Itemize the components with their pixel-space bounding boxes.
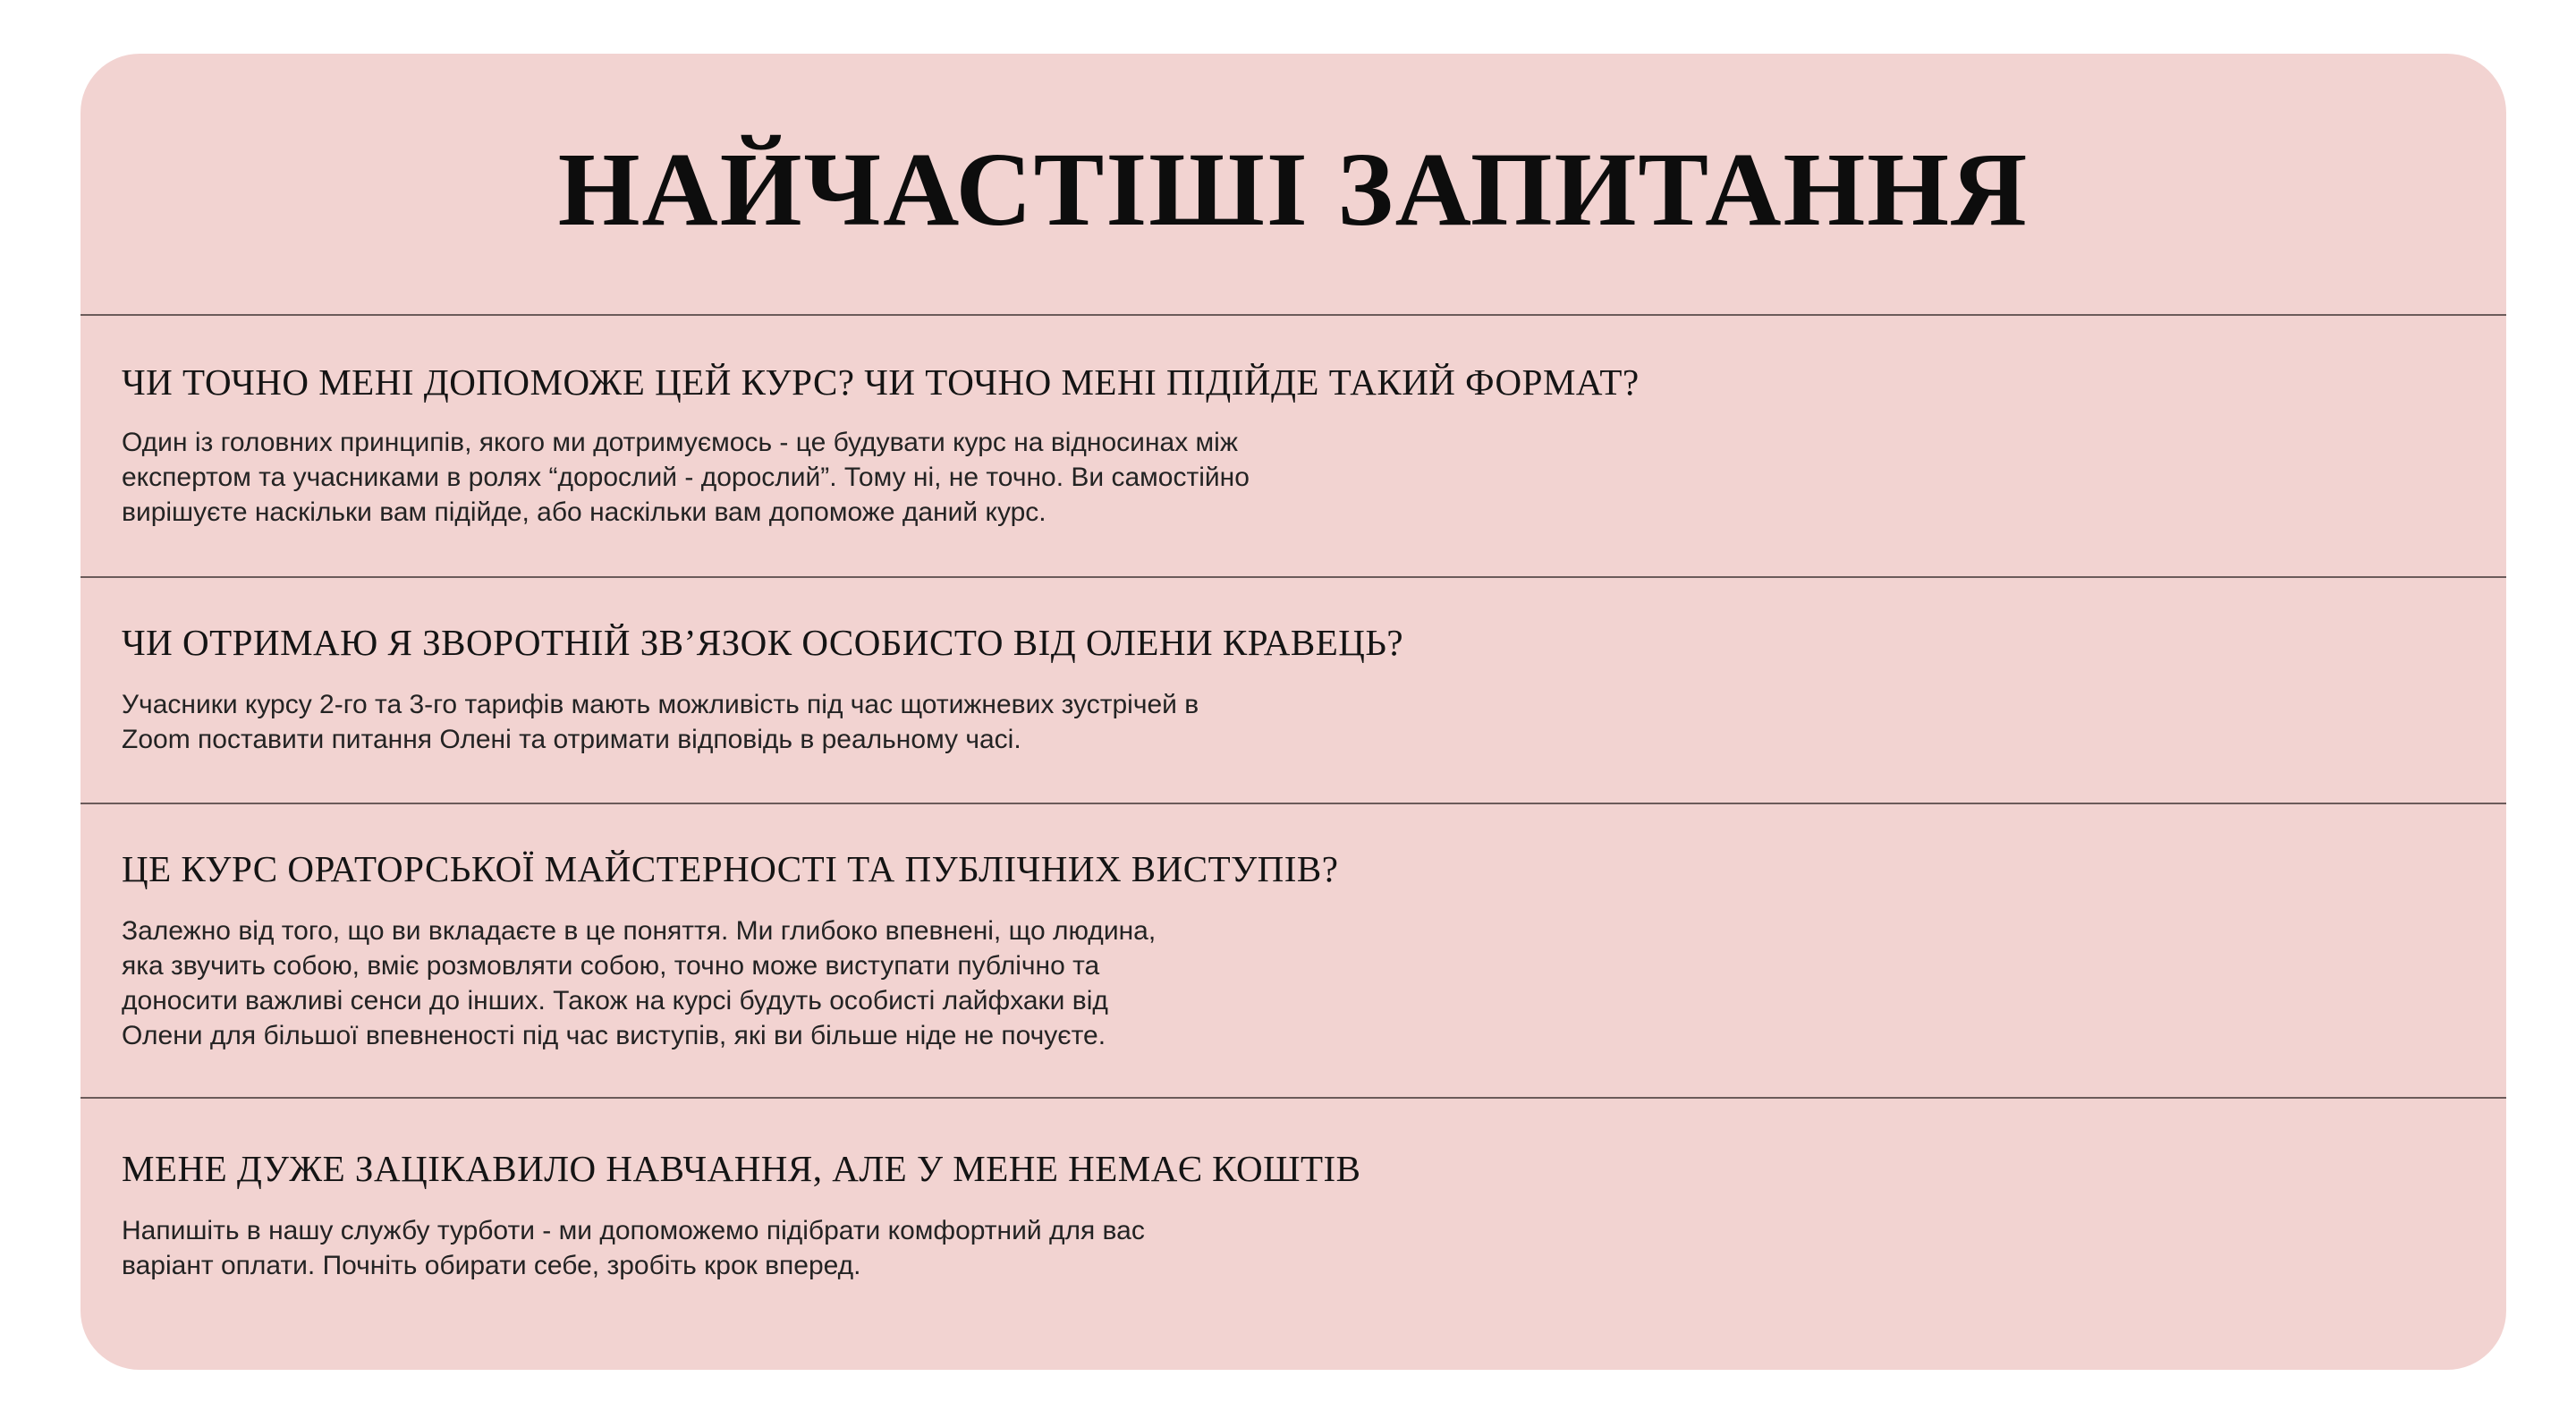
faq-item xyxy=(80,804,2506,1099)
faq-answer: Один із головних принципів, якого ми дотримуємось - це будувати курс на відносинах між експертом та учасниками в ролях “дорослий - дорослий”. Тому ні, не точно. Ви самостійно вирішуєте наскільки вам підійде, або наскільки вам допоможе даний курс. xyxy=(122,428,1250,527)
faq-answer: Залежно від того, що ви вкладаєте в це поняття. Ми глибоко впевнені, що людина, яка звучить собою, вміє розмовляти собою, точно може виступати публічно та доносити важливі сенси до інших. Також на курсі будуть особисті лайфхаки від Олени для більшої впевненості під час виступів, які ви більше ніде не почуєте. xyxy=(122,916,1157,1050)
faq-item xyxy=(80,316,2506,578)
page-title: НАЙЧАСТІШІ ЗАПИТАННЯ xyxy=(557,130,2029,248)
faq-item xyxy=(80,578,2506,804)
faq-question: ЧИ ОТРИМАЮ Я ЗВОРОТНІЙ ЗВ’ЯЗОК ОСОБИСТО ВІД ОЛЕНИ КРАВЕЦЬ? xyxy=(122,622,1404,663)
faq-item xyxy=(80,1099,2506,1370)
faq-card xyxy=(80,54,2506,1370)
faq-question: МЕНЕ ДУЖЕ ЗАЦІКАВИЛО НАВЧАННЯ, АЛЕ У МЕНЕ НЕМАЄ КОШТІВ xyxy=(122,1148,1361,1189)
faq-question: ЧИ ТОЧНО МЕНІ ДОПОМОЖЕ ЦЕЙ КУРС? ЧИ ТОЧНО МЕНІ ПІДІЙДЕ ТАКИЙ ФОРМАТ? xyxy=(122,361,1640,403)
faq-question: ЦЕ КУРС ОРАТОРСЬКОЇ МАЙСТЕРНОСТІ ТА ПУБЛІЧНИХ ВИСТУПІВ? xyxy=(122,848,1339,889)
faq-header xyxy=(80,54,2506,316)
faq-answer: Учасники курсу 2-го та 3-го тарифів мають можливість під час щотижневих зустрічей в Zoom поставити питання Олені та отримати відповідь в реальному часі. xyxy=(122,690,1199,754)
faq-answer: Напишіть в нашу службу турботи - ми допоможемо підібрати комфортний для вас варіант оплати. Почніть обирати себе, зробіть крок вперед. xyxy=(122,1216,1145,1280)
